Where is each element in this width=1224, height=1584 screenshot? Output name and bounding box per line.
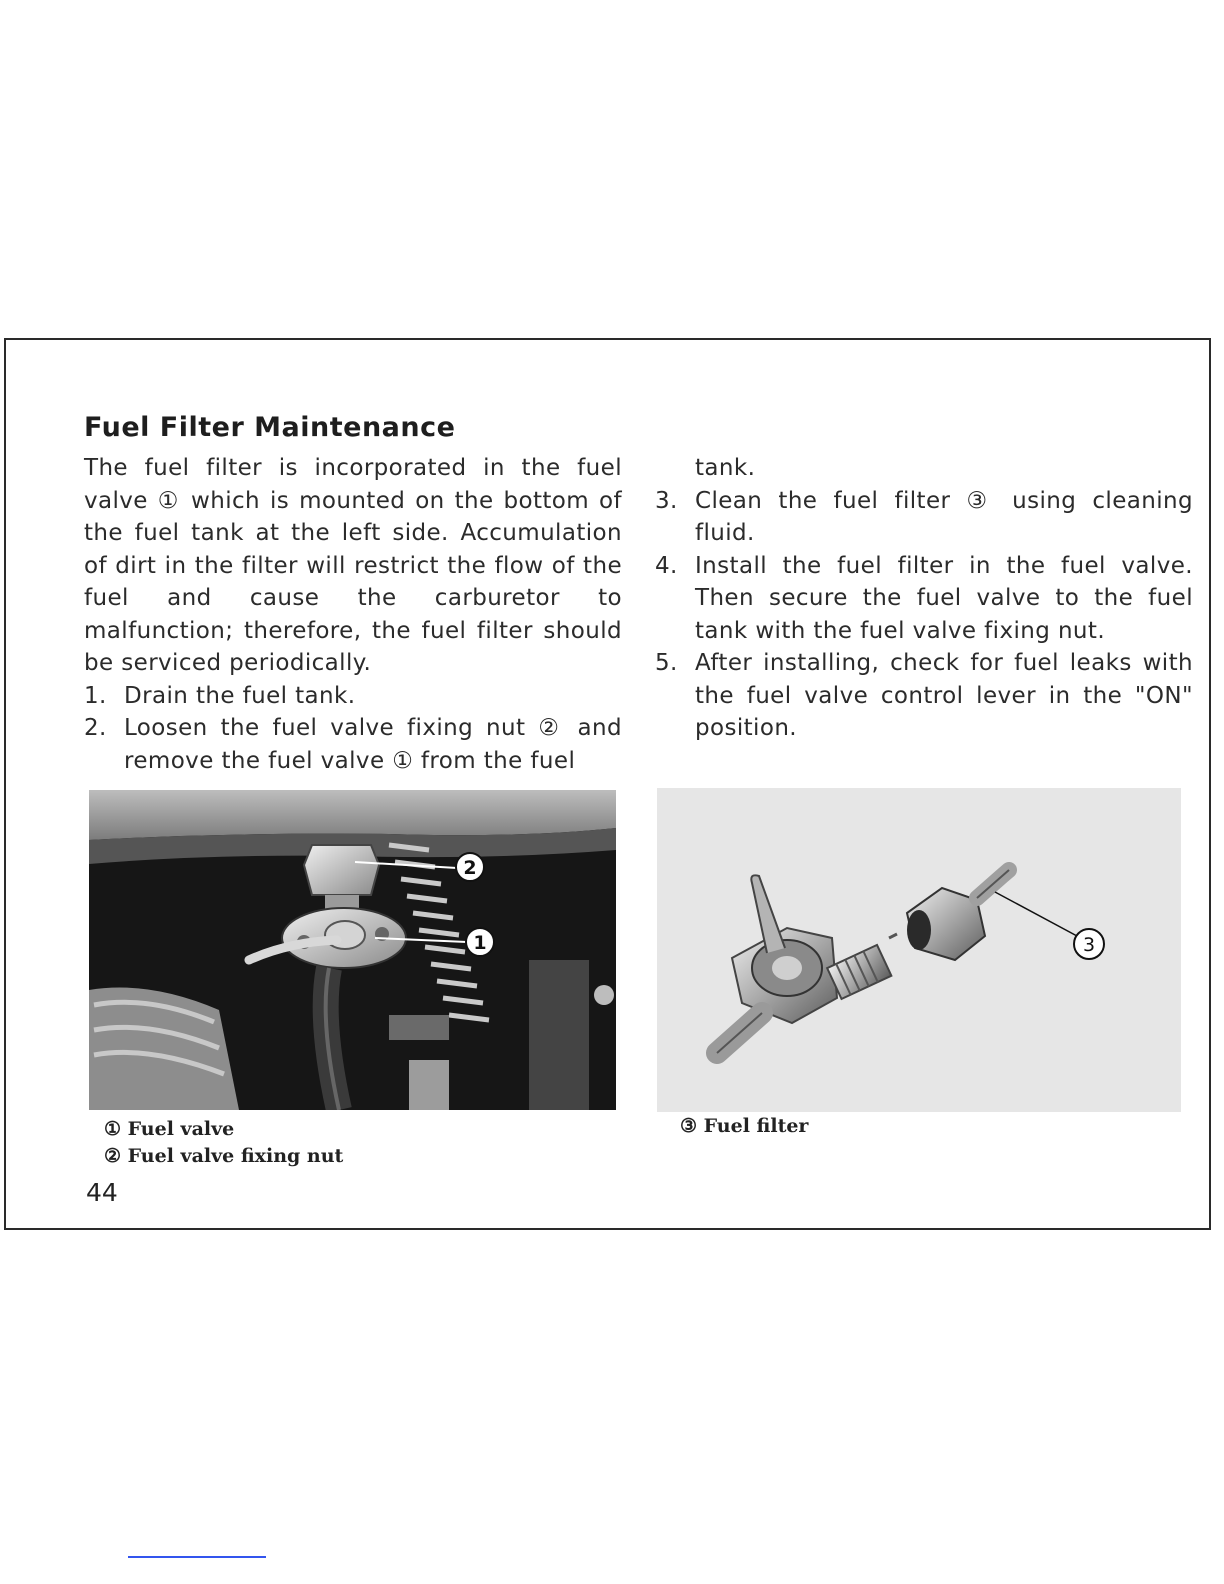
section-title: Fuel Filter Maintenance [84, 412, 456, 443]
step-5 [655, 647, 1193, 745]
step-text: Loosen the fuel valve fixing nut ② and remove the fuel valve ① from the fuel [124, 715, 622, 774]
step-text: Install the fuel filter in the fuel valve. Then secure the fuel valve to the fuel tank with the fuel valve fixing nut. [695, 552, 1193, 644]
left-column [84, 452, 622, 777]
step-1 [84, 680, 622, 713]
page-frame-left-edge [4, 338, 6, 1230]
step-2-continued: tank. [695, 455, 756, 481]
step-number: 1. [84, 682, 107, 709]
right-figure-caption [680, 1113, 808, 1140]
page-number: 44 [86, 1178, 118, 1207]
caption-fuel-valve-fixing-nut: ② Fuel valve fixing nut [104, 1145, 344, 1167]
step-text: Clean the fuel filter ③ using cleaning fluid. [695, 487, 1193, 546]
caption-fuel-valve: ① Fuel valve [104, 1118, 235, 1140]
callout-2-label: 2 [463, 857, 477, 879]
step-number: 5. [655, 650, 678, 676]
step-text: After installing, check for fuel leaks with the fuel valve control lever in the "ON" position. [695, 650, 1193, 741]
step-number: 2. [84, 715, 107, 741]
callout-1-label: 1 [473, 932, 487, 954]
fuel-valve-illustration [89, 790, 616, 1110]
left-figure-caption [104, 1116, 343, 1170]
fuel-filter-illustration [657, 788, 1181, 1112]
caption-fuel-filter: ③ Fuel filter [680, 1115, 809, 1137]
intro-paragraph: The fuel filter is incorporated in the fuel valve ① which is mounted on the bottom of the fuel tank at the left side. Accumulation of dirt in the filter will restrict the flow of the fuel and cause the carburetor to malfunction; therefore, the fuel filter should be serviced periodically. [84, 455, 622, 676]
step-number: 3. [655, 487, 678, 514]
right-column [655, 452, 1193, 745]
step-3 [655, 485, 1193, 550]
step-2 [84, 712, 622, 777]
step-4 [655, 550, 1193, 648]
step-text: Drain the fuel tank. [124, 682, 356, 709]
callout-3-label: 3 [1082, 934, 1096, 956]
fuel-filter-photo [657, 788, 1181, 1112]
step-number: 4. [655, 552, 678, 579]
fuel-valve-photo [89, 790, 616, 1110]
bottom-link-underline [128, 1556, 266, 1558]
